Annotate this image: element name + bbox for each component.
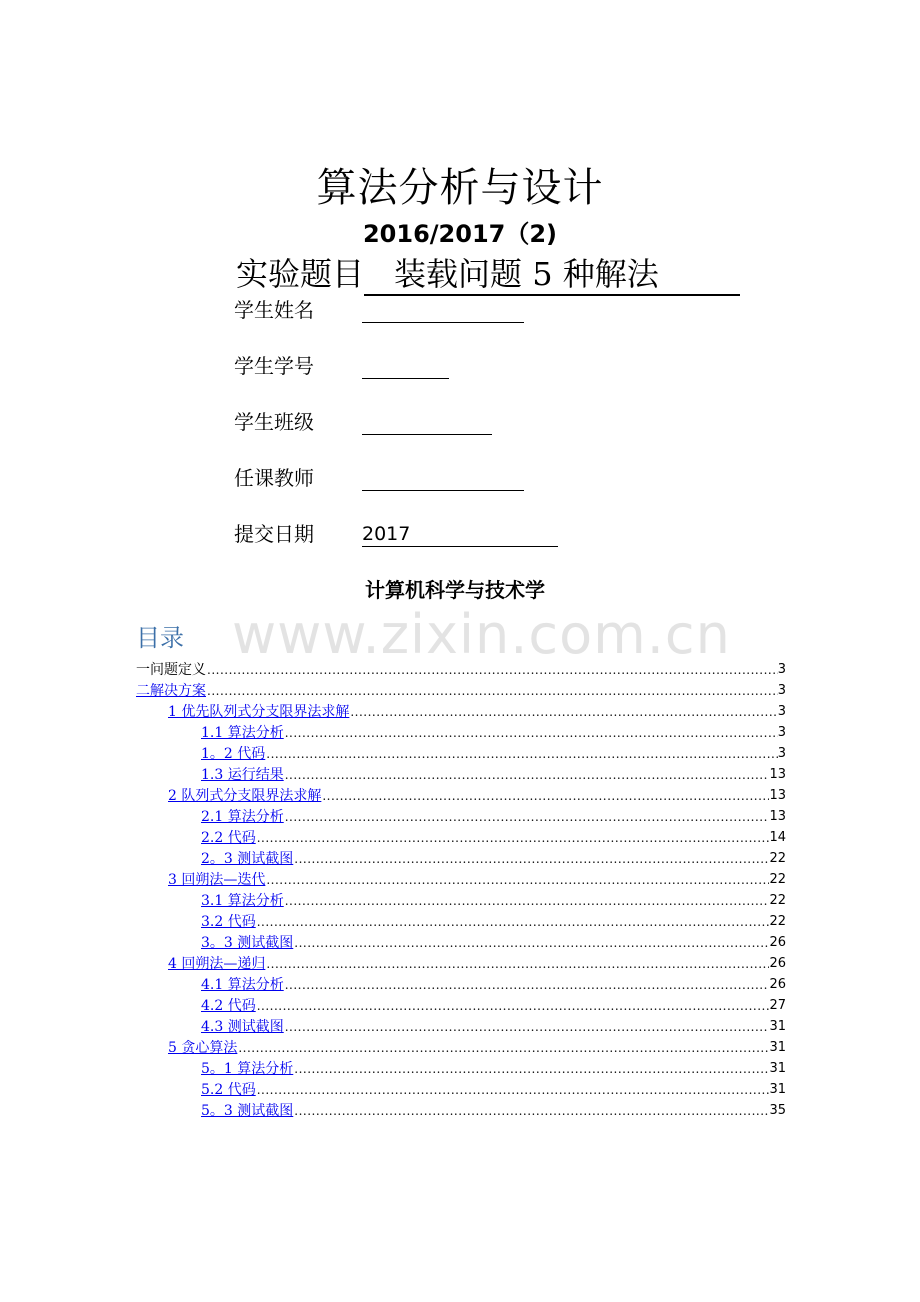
toc-entry[interactable] [136,868,786,889]
toc-entry[interactable] [136,1015,786,1036]
toc-entry-page: 22 [769,872,786,887]
academic-term: 2016/2017（2) [362,220,558,248]
toc-dot-leader [256,997,770,1015]
toc-dot-leader [256,913,770,931]
toc-entry-title[interactable]: 5 贪心算法 [168,1040,238,1056]
subject-label: 实验题目 [236,255,365,293]
toc-entry-title[interactable]: 2.1 算法分析 [201,809,284,825]
toc-entry-title: 一问题定义 [136,662,206,678]
toc-entry-page: 13 [769,809,786,824]
toc-dot-leader [293,850,769,868]
toc-entry-title[interactable]: 2.2 代码 [201,830,256,846]
toc-entry[interactable] [136,1078,786,1099]
toc-dot-leader [284,976,770,994]
toc-entry[interactable] [136,763,786,784]
toc-entry[interactable] [136,742,786,763]
toc-entry-page: 13 [769,767,786,782]
toc-dot-leader [321,787,769,805]
toc-entry-title[interactable]: 1 优先队列式分支限界法求解 [168,704,350,720]
toc-entry-page: 26 [769,935,786,950]
toc-entry-page: 3 [777,704,786,719]
toc-entry-title[interactable]: 5。1 算法分析 [201,1061,294,1077]
toc-entry-page: 22 [769,851,786,866]
field-student-class [234,408,362,436]
toc-entry-title[interactable]: 3.1 算法分析 [201,893,284,909]
toc-dot-leader [293,1060,769,1078]
toc-entry-title[interactable]: 4.1 算法分析 [201,977,284,993]
department-name: 计算机科学与技术学 [365,578,545,602]
fill-line [362,322,524,323]
toc-entry-title[interactable]: 5。3 测试截图 [201,1103,294,1119]
table-of-contents [136,658,786,1120]
toc-entry[interactable] [136,679,786,700]
subject-value: 装载问题 5 种解法 [364,254,740,296]
toc-entry-title[interactable]: 2 队列式分支限界法求解 [168,788,322,804]
toc-entry[interactable] [136,910,786,931]
watermark: www.zixin.com.cn [232,603,731,666]
fill-line [362,434,492,435]
toc-entry-page: 31 [769,1082,786,1097]
field-student-id [234,352,362,380]
toc-entry[interactable] [136,784,786,805]
toc-entry-page: 31 [769,1040,786,1055]
toc-entry[interactable] [136,826,786,847]
field-student-name [234,296,362,324]
toc-entry[interactable] [136,994,786,1015]
field-submit-date [234,520,411,548]
toc-dot-leader [206,682,778,700]
toc-entry[interactable] [136,889,786,910]
toc-dot-leader [237,1039,769,1057]
field-label: 提交日期 [234,522,314,546]
toc-entry-title[interactable]: 2。3 测试截图 [201,851,294,867]
toc-entry-title[interactable]: 二解决方案 [136,683,206,699]
toc-entry-page: 3 [777,746,786,761]
toc-dot-leader [265,745,777,763]
toc-entry-title[interactable]: 5.2 代码 [201,1082,256,1098]
toc-entry[interactable] [136,847,786,868]
toc-entry-title[interactable]: 1。2 代码 [201,746,266,762]
toc-entry-title[interactable]: 4 回朔法—递归 [168,956,266,972]
experiment-subject [236,252,740,296]
toc-dot-leader [206,661,778,679]
toc-entry-title[interactable]: 3。3 测试截图 [201,935,294,951]
field-teacher [234,464,362,492]
field-label: 任课教师 [234,466,314,490]
toc-dot-leader [349,703,777,721]
fill-line [362,378,449,379]
toc-entry[interactable] [136,952,786,973]
toc-entry-page: 27 [769,998,786,1013]
toc-dot-leader [256,1081,770,1099]
toc-dot-leader [284,892,770,910]
toc-entry-title[interactable]: 1.1 算法分析 [201,725,284,741]
fill-line [362,490,524,491]
toc-dot-leader [265,955,769,973]
toc-entry-page: 3 [777,662,786,677]
toc-dot-leader [284,1018,770,1036]
toc-dot-leader [256,829,770,847]
toc-entry-page: 3 [777,725,786,740]
toc-entry[interactable] [136,805,786,826]
toc-entry[interactable] [136,973,786,994]
toc-entry[interactable] [136,721,786,742]
toc-dot-leader [284,724,778,742]
toc-dot-leader [293,1102,769,1120]
toc-entry-title[interactable]: 4.2 代码 [201,998,256,1014]
toc-entry-page: 26 [769,956,786,971]
toc-entry-page: 22 [769,893,786,908]
toc-entry-page: 26 [769,977,786,992]
toc-entry-page: 31 [769,1061,786,1076]
toc-entry-page: 13 [769,788,786,803]
toc-entry[interactable] [136,1036,786,1057]
toc-entry-page: 31 [769,1019,786,1034]
toc-entry-title[interactable]: 1.3 运行结果 [201,767,284,783]
field-label: 学生班级 [234,410,314,434]
toc-entry[interactable] [136,931,786,952]
toc-entry-title[interactable]: 3.2 代码 [201,914,256,930]
toc-dot-leader [293,934,769,952]
toc-entry-page: 35 [769,1103,786,1118]
toc-entry-page: 14 [769,830,786,845]
field-label: 学生姓名 [234,298,314,322]
document-title: 算法分析与设计 [316,165,604,211]
toc-dot-leader [265,871,769,889]
toc-entry-page: 22 [769,914,786,929]
field-value: 2017 [362,523,411,545]
toc-entry[interactable] [136,700,786,721]
toc-entry [136,658,786,679]
toc-entry[interactable] [136,1099,786,1120]
toc-entry-title[interactable]: 3 回朔法—迭代 [168,872,266,888]
toc-dot-leader [284,808,770,826]
field-label: 学生学号 [234,354,314,378]
toc-entry-page: 3 [777,683,786,698]
toc-entry[interactable] [136,1057,786,1078]
toc-dot-leader [284,766,770,784]
toc-heading: 目录 [136,624,184,652]
toc-entry-title[interactable]: 4.3 测试截图 [201,1019,284,1035]
